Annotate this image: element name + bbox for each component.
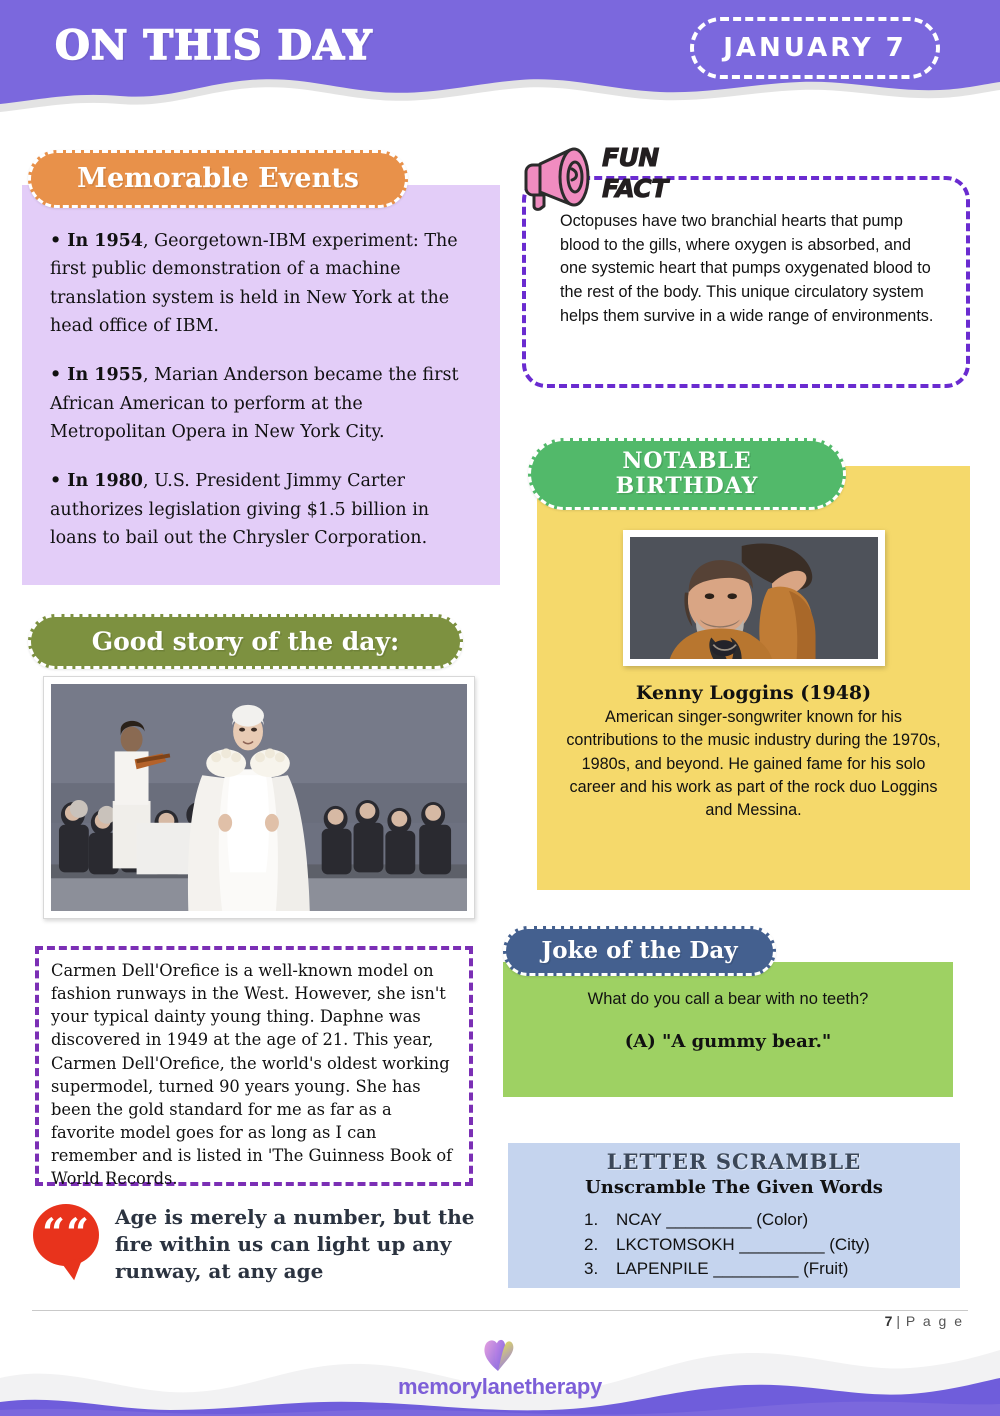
notable-birthday-line1: NOTABLE bbox=[622, 448, 752, 475]
event-body: , Georgetown-IBM experiment: The first public demonstration of a machine translation system is held in New York at the head office of IBM. bbox=[50, 231, 458, 337]
notable-birthday-heading bbox=[528, 438, 846, 510]
good-story-heading-label: Good story of the day: bbox=[91, 626, 400, 656]
quote-bubble-icon bbox=[33, 1204, 99, 1266]
letter-scramble-panel bbox=[508, 1143, 960, 1288]
good-story-text: Carmen Dell'Orefice is a well-known model on fashion runways in the West. However, she isn't your typical dainty young thing. Daphne was discovered in 1949 at the age of 21. This year, Carmen Dell'Orefice, the world's oldest working supermodel, turned 90 years young. She has been the gold standard for me as far as a favorite model goes for as long as I can remember and is listed in 'The Guinness Book of World Records. bbox=[51, 961, 453, 1189]
good-story-heading bbox=[28, 614, 463, 669]
notable-birthday-heading-label bbox=[616, 449, 759, 498]
list-item-text: LAPENPILE _________ (Fruit) bbox=[616, 1259, 849, 1279]
event-lead: • In 1954 bbox=[50, 231, 143, 251]
event-lead: • In 1980 bbox=[50, 471, 143, 492]
notable-birthday-line2: BIRTHDAY bbox=[615, 473, 759, 499]
megaphone-icon bbox=[518, 142, 613, 212]
list-item-number: 3. bbox=[584, 1259, 599, 1279]
joke-question: What do you call a bear with no teeth? bbox=[587, 990, 869, 1008]
letter-scramble-list bbox=[522, 1208, 946, 1282]
joke-answer: (A) "A gummy bear." bbox=[624, 1031, 832, 1052]
birthday-name: Kenny Loggins (1948) bbox=[635, 682, 872, 704]
event-item bbox=[50, 361, 478, 446]
memorable-events-heading-label: Memorable Events bbox=[77, 162, 359, 194]
quote-block bbox=[33, 1200, 488, 1295]
good-story-text-box bbox=[35, 946, 473, 1189]
birthday-description: American singer-songwriter known for his contributions to the music industry during the 1970s, 1980s, and beyond. He gained fame for his solo career and his work as part of the rock duo Loggins and Messina. bbox=[566, 708, 941, 820]
list-item bbox=[584, 1233, 946, 1258]
joke-heading bbox=[503, 926, 776, 976]
quote-text: Age is merely a number, but the fire within us can light up any runway, at any age bbox=[115, 1205, 475, 1283]
date-badge bbox=[690, 17, 940, 79]
memorable-events-heading bbox=[28, 150, 408, 208]
joke-heading-label: Joke of the Day bbox=[541, 937, 738, 965]
brand-name: memorylanetherapy bbox=[398, 1374, 602, 1399]
date-badge-label: JANUARY 7 bbox=[723, 33, 907, 63]
event-lead: • In 1955 bbox=[50, 365, 143, 386]
birthday-photo bbox=[630, 537, 878, 659]
page-number-value: 7 bbox=[884, 1313, 893, 1329]
joke-panel bbox=[503, 962, 953, 1097]
page-number-word: P a g e bbox=[905, 1313, 964, 1329]
letter-scramble-title: LETTER SCRAMBLE bbox=[606, 1149, 862, 1174]
heart-logo-icon bbox=[480, 1335, 520, 1373]
page-number-separator: | bbox=[896, 1313, 902, 1329]
fun-fact-badge bbox=[518, 142, 698, 220]
list-item-number: 1. bbox=[584, 1210, 599, 1229]
list-item-text: NCAY _________ (Color) bbox=[616, 1210, 809, 1229]
fun-fact-badge-line1: FUN bbox=[602, 143, 659, 172]
birthday-photo-frame bbox=[623, 530, 885, 666]
notable-birthday-panel bbox=[537, 466, 970, 890]
good-story-photo bbox=[51, 684, 467, 911]
fun-fact-badge-line2: FACT bbox=[602, 174, 668, 203]
list-item-text: LKCTOMSOKH _________ (City) bbox=[616, 1234, 870, 1254]
good-story-photo-frame bbox=[43, 676, 475, 919]
letter-scramble-subtitle: Unscramble The Given Words bbox=[585, 1177, 883, 1198]
event-body: , Marian Anderson became the first African American to perform at the Metropolitan Opera in New York City. bbox=[50, 365, 459, 443]
event-body: , U.S. President Jimmy Carter authorizes legislation giving $1.5 billion in loans to bail out the Chrysler Corporation. bbox=[50, 471, 430, 549]
event-item bbox=[50, 467, 478, 552]
list-item bbox=[584, 1208, 946, 1233]
event-item bbox=[50, 227, 478, 340]
memorable-events-panel bbox=[22, 185, 500, 585]
footer-logo bbox=[0, 1335, 1000, 1400]
list-item-number: 2. bbox=[584, 1234, 599, 1254]
list-item bbox=[584, 1257, 946, 1282]
fun-fact-text: Octopuses have two branchial hearts that pump blood to the gills, where oxygen is absorbed, and one systemic heart that pumps oxygenated blood to the rest of the body. This unique circulatory system helps them survive in a wide range of environments. bbox=[560, 212, 934, 325]
torn-paper-edge-top bbox=[0, 74, 1000, 129]
quote-marks: ““ bbox=[41, 1210, 91, 1258]
page-title: ON THIS DAY bbox=[55, 22, 373, 69]
